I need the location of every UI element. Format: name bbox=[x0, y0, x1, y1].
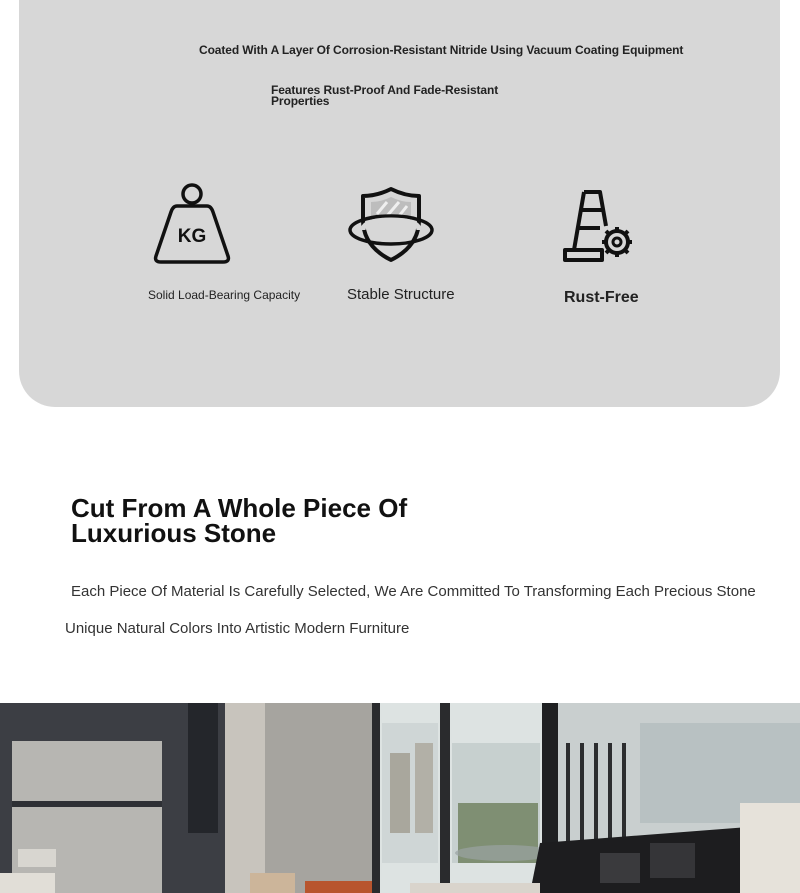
section-description-line2: Unique Natural Colors Into Artistic Modern Furniture bbox=[65, 620, 410, 637]
coating-description: Coated With A Layer Of Corrosion-Resistant Nitride Using Vacuum Coating Equipment bbox=[199, 43, 684, 57]
feature-label-load-bearing: Solid Load-Bearing Capacity bbox=[148, 288, 301, 302]
kg-icon-text: KG bbox=[177, 226, 207, 247]
cone-gear-icon bbox=[562, 188, 636, 264]
feature-label-stable-structure: Stable Structure bbox=[347, 286, 455, 303]
section-description-line1: Each Piece Of Material Is Carefully Selected, We Are Committed To Transforming Each Precious Stone bbox=[71, 583, 756, 600]
feature-label-rust-free: Rust-Free bbox=[564, 289, 639, 306]
kg-weight-icon bbox=[153, 182, 231, 266]
properties-description: Features Rust-Proof And Fade-Resistant Properties bbox=[271, 83, 499, 108]
shield-icon bbox=[347, 186, 435, 264]
section-heading: Cut From A Whole Piece Of Luxurious Stone bbox=[71, 493, 408, 548]
living-room-photo bbox=[0, 703, 800, 893]
